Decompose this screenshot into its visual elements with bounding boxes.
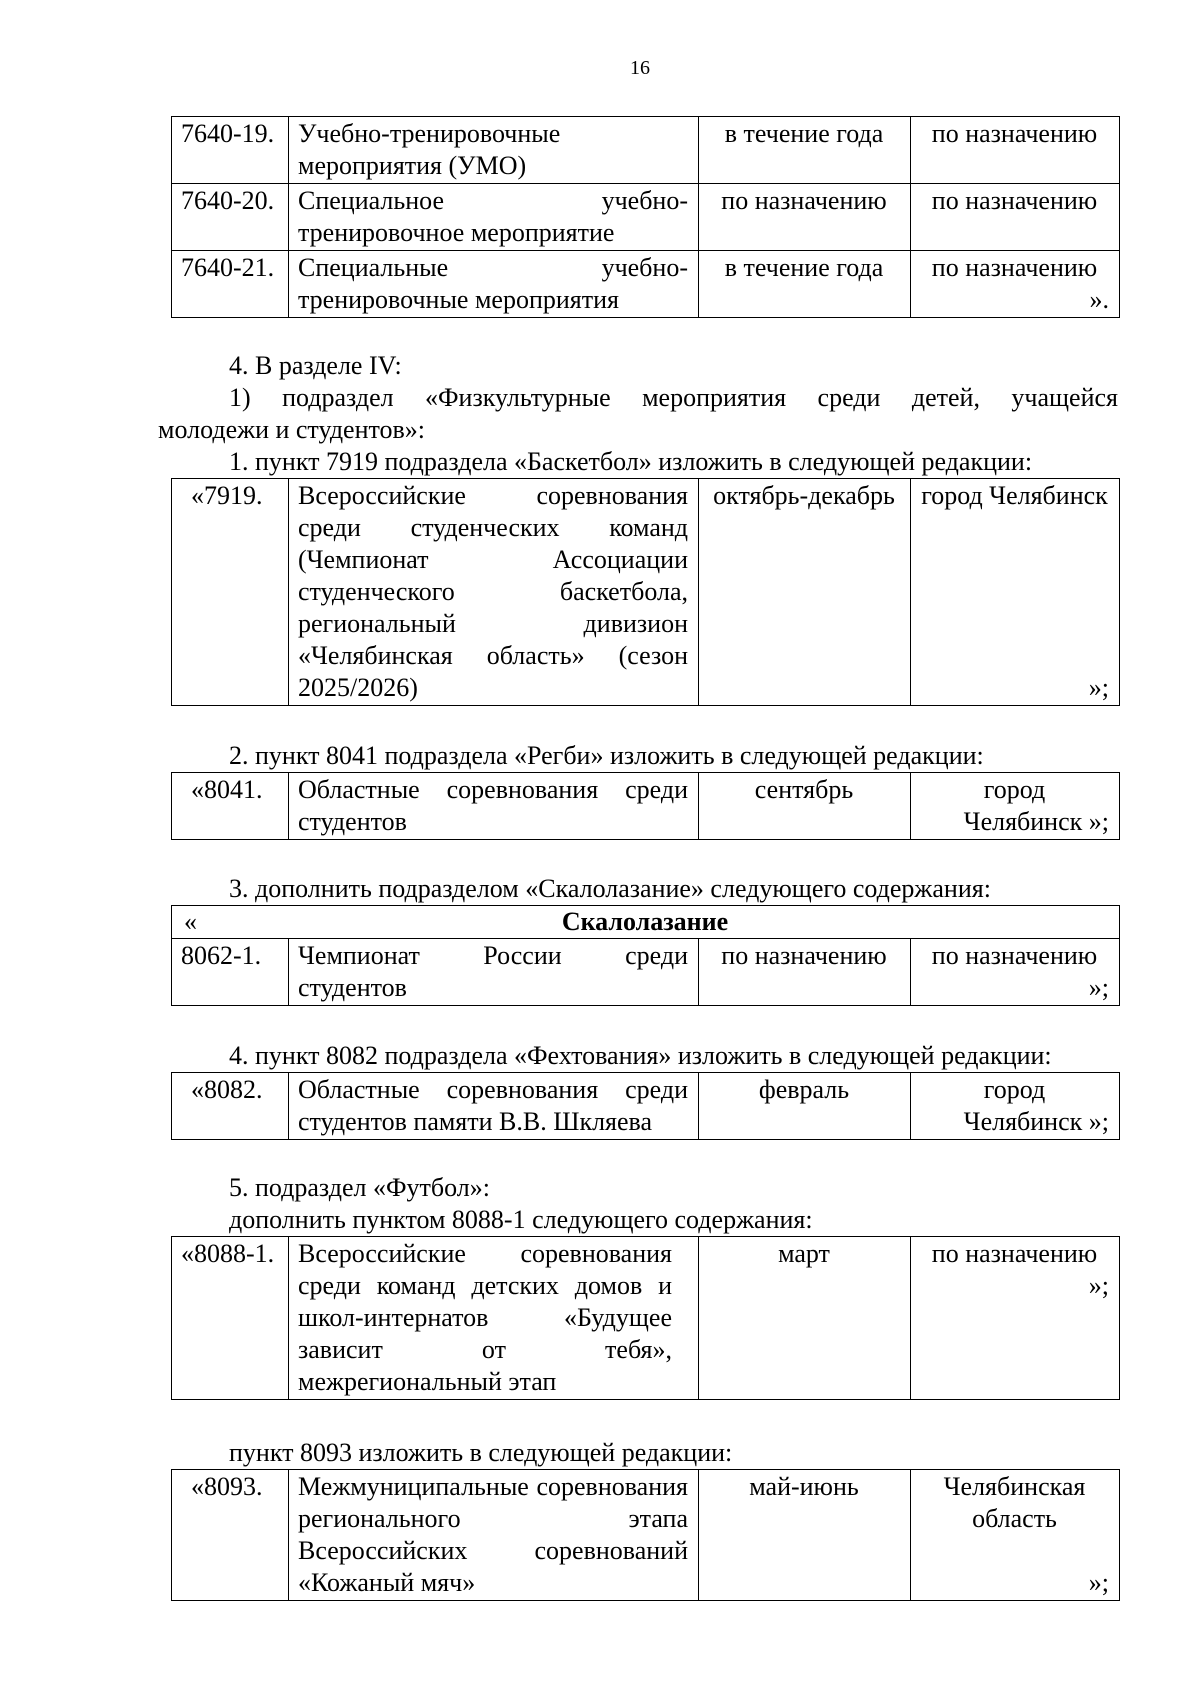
table-8093 [171, 1469, 1120, 1601]
item-term: октябрь-декабрь [699, 479, 911, 706]
item-number: «7919. [172, 479, 289, 706]
item-name: Учебно-тренировочные мероприятия (УМО) [289, 117, 699, 184]
item-name: Всероссийские соревнования среди команд детских домов и школ-интернатов «Будущее зависит от тебя», межрегиональный этап [289, 1237, 699, 1400]
place-text: город [983, 1075, 1046, 1104]
item-name: Областные соревнования среди студентов [289, 773, 699, 840]
item-place [911, 479, 1120, 706]
item-term: в течение года [699, 251, 911, 318]
item-number: «8082. [172, 1073, 289, 1140]
item-term: по назначению [699, 939, 911, 1006]
table-row [172, 1073, 1120, 1140]
table-8088-1 [171, 1236, 1120, 1400]
section-header [172, 906, 1120, 939]
item-name: Межмуниципальные соревнования регионального этапа Всероссийских соревнований «Кожаный мяч» [289, 1470, 699, 1601]
table-section-row [172, 906, 1120, 939]
paragraph-item-2: 2. пункт 8041 подраздела «Регби» изложить в следующей редакции: [229, 741, 984, 770]
item-place [911, 251, 1120, 318]
closing-quote: »; [1088, 673, 1109, 702]
paragraph-section-4: 4. В разделе IV: [229, 351, 402, 380]
paragraph-subsection-1-cont: молодежи и студентов»: [158, 415, 426, 444]
item-number: «8093. [172, 1470, 289, 1601]
item-term: по назначению [699, 184, 911, 251]
item-number: 8062-1. [172, 939, 289, 1006]
open-quote: « [184, 907, 197, 936]
table-row [172, 773, 1120, 840]
item-term: сентябрь [699, 773, 911, 840]
paragraph-item-5: 5. подраздел «Футбол»: [229, 1173, 490, 1202]
item-term: март [699, 1237, 911, 1400]
item-place: по назначению [911, 184, 1120, 251]
section-title: Скалолазание [561, 907, 729, 936]
table-7919 [171, 478, 1120, 706]
item-place [911, 773, 1120, 840]
table-row [172, 184, 1120, 251]
place-text: город [983, 775, 1046, 804]
place-text: по назначению [931, 253, 1098, 282]
item-term: в течение года [699, 117, 911, 184]
closing-quote: »; [1088, 1271, 1109, 1300]
table-row [172, 479, 1120, 706]
page-number: 16 [630, 57, 650, 79]
item-place: по назначению [911, 117, 1120, 184]
item-name: Областные соревнования среди студентов памяти В.В. Шкляева [289, 1073, 699, 1140]
item-number: 7640-21. [172, 251, 289, 318]
table-row [172, 939, 1120, 1006]
table-8041 [171, 772, 1120, 840]
item-term: февраль [699, 1073, 911, 1140]
item-number: 7640-20. [172, 184, 289, 251]
closing-quote: »; [1088, 973, 1109, 1002]
paragraph-subsection-1: 1) подраздел «Физкультурные мероприятия среди детей, учащейся [229, 383, 1118, 412]
item-place [911, 1073, 1120, 1140]
item-number: 7640-19. [172, 117, 289, 184]
item-term: май-июнь [699, 1470, 911, 1601]
item-name: Чемпионат России среди студентов [289, 939, 699, 1006]
place-text: Челябинская область [943, 1472, 1086, 1533]
place-text-end: Челябинск »; [963, 807, 1109, 836]
paragraph-item-3: 3. дополнить подразделом «Скалолазание» следующего содержания: [229, 874, 991, 903]
item-name: Всероссийские соревнования среди студенческих команд (Чемпионат Ассоциации студенческого баскетбола, региональный дивизион «Челябинская область» (сезон 2025/2026) [289, 479, 699, 706]
place-text: город Челябинск [921, 481, 1108, 510]
item-name: Специальные учебно-тренировочные мероприятия [289, 251, 699, 318]
item-place [911, 1470, 1120, 1601]
paragraph-item-1: 1. пункт 7919 подраздела «Баскетбол» изложить в следующей редакции: [229, 447, 1033, 476]
closing-quote: »; [1088, 1568, 1109, 1597]
table-row [172, 1470, 1120, 1601]
item-place [911, 939, 1120, 1006]
table-row [172, 1237, 1120, 1400]
item-number: «8041. [172, 773, 289, 840]
paragraph-item-5-add: дополнить пунктом 8088-1 следующего содержания: [229, 1205, 813, 1234]
table-8062 [171, 905, 1120, 1006]
paragraph-item-4: 4. пункт 8082 подраздела «Фехтования» изложить в следующей редакции: [229, 1041, 1052, 1070]
place-text: по назначению [931, 941, 1098, 970]
table-row [172, 251, 1120, 318]
table-top [171, 116, 1120, 318]
item-name: Специальное учебно-тренировочное мероприятие [289, 184, 699, 251]
paragraph-item-6: пункт 8093 изложить в следующей редакции: [229, 1438, 733, 1467]
closing-quote: ». [1089, 285, 1109, 314]
table-8082 [171, 1072, 1120, 1140]
item-number: «8088-1. [172, 1237, 289, 1400]
place-text: по назначению [931, 1239, 1098, 1268]
table-row [172, 117, 1120, 184]
place-text-end: Челябинск »; [963, 1107, 1109, 1136]
item-place [911, 1237, 1120, 1400]
